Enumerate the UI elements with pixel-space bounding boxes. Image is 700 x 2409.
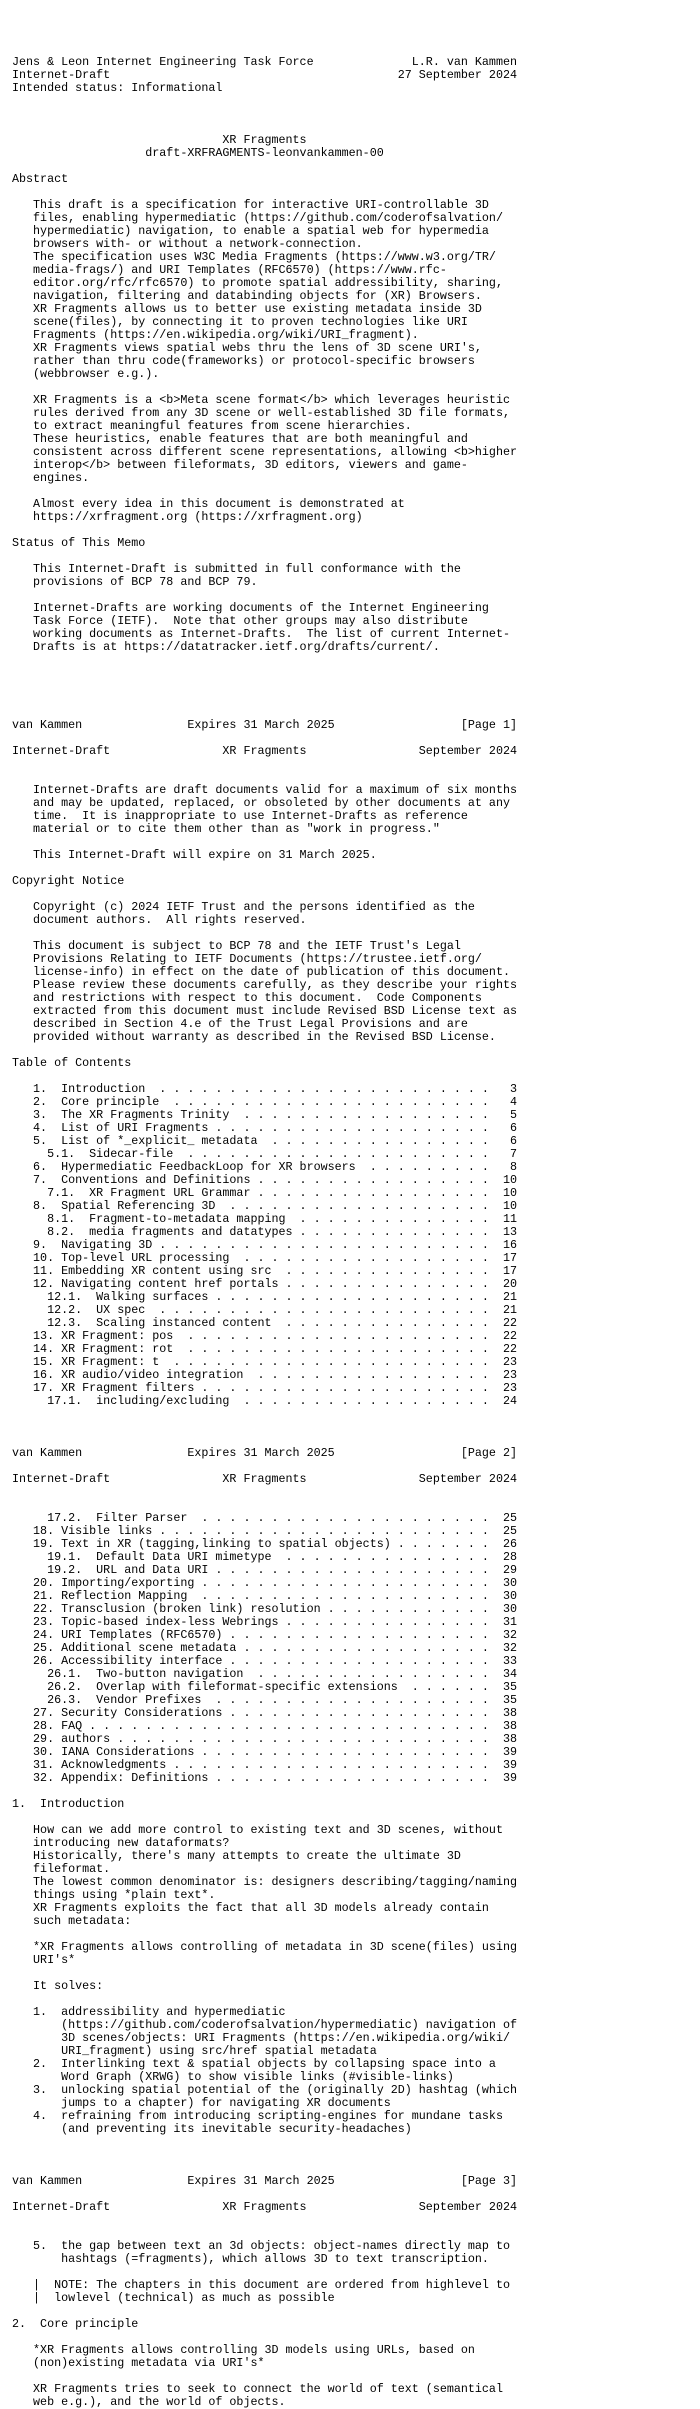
copyright-para-1: [12, 901, 700, 927]
text-line: Task Force (IETF). Note that other groups may also distribute: [12, 614, 468, 628]
text-line: XR Fragments tries to seek to connect the world of text (semantical: [12, 2382, 503, 2396]
core-para-1: [12, 2344, 700, 2370]
abstract-para-1: [12, 199, 700, 381]
text-line: *XR Fragments allows controlling 3D models using URLs, based on: [12, 2343, 475, 2357]
blank-line: [12, 654, 700, 667]
text-line: The lowest common denominator is: designers describing/tagging/naming: [12, 1875, 517, 1889]
status-heading: [12, 537, 700, 550]
text-line: (https://github.com/coderofsalvation/hypermediatic) navigation of: [12, 2018, 517, 2032]
text-line: 1. Introduction: [12, 1797, 125, 1811]
text-line: 2. Core principle: [12, 2317, 139, 2331]
toc-entry: 9. Navigating 3D . . . . . . . . . . . . . . . . . . . . . . . . 16: [12, 1238, 517, 1252]
text-line: introducing new dataformats?: [12, 1836, 230, 1850]
blank-line: [12, 1967, 700, 1980]
blank-line: [12, 95, 700, 108]
text-line: jumps to a chapter) for navigating XR documents: [12, 2096, 391, 2110]
toc-entry: 24. URI Templates (RFC6570) . . . . . . . . . . . . . . . . . . . 32: [12, 1628, 517, 1642]
toc-entry: 7. Conventions and Definitions . . . . . . . . . . . . . . . . . 10: [12, 1173, 517, 1187]
status-para-2: [12, 602, 700, 654]
toc-entry: 5. List of *_explicit_ metadata . . . . . . . . . . . . . . . . 6: [12, 1134, 517, 1148]
text-line: Please review these documents carefully, as they describe your rights: [12, 978, 517, 992]
text-line: Drafts is at https://datatracker.ietf.org/drafts/current/.: [12, 640, 440, 654]
toc-entry: 19.1. Default Data URI mimetype . . . . . . . . . . . . . . . 28: [12, 1550, 517, 1564]
blank-lines: [12, 2214, 700, 2240]
toc-entry: 15. XR Fragment: t . . . . . . . . . . . . . . . . . . . . . . . 23: [12, 1355, 517, 1369]
text-line: XR Fragments exploits the fact that all 3D models already contain: [12, 1901, 489, 1915]
text-line: browsers with- or without a network-connection.: [12, 237, 363, 251]
blank-lines: [12, 654, 700, 719]
text-line: time. It is inappropriate to use Internet-Drafts as reference: [12, 809, 468, 823]
text-line: hypermediatic) navigation, to enable a spatial web for hypermedia: [12, 224, 489, 238]
text-line: 1. addressibility and hypermediatic: [12, 2005, 286, 2019]
text-line: Intended status: Informational: [12, 81, 223, 95]
text-line: Copyright (c) 2024 IETF Trust and the persons identified as the: [12, 900, 475, 914]
page-footer: van Kammen Expires 31 March 2025 [Page 2]: [12, 1446, 517, 1460]
text-line: Internet-Drafts are draft documents valid for a maximum of six months: [12, 783, 517, 797]
page-header-3: [12, 1473, 700, 1486]
text-line: | NOTE: The chapters in this document are ordered from highlevel to: [12, 2278, 510, 2292]
text-line: URI's*: [12, 1953, 76, 1967]
toc-entry: 26.2. Overlap with fileformat-specific extensions . . . . . . 35: [12, 1680, 517, 1694]
masthead-line-1: Jens & Leon Internet Engineering Task Force L.R. van Kammen: [12, 55, 517, 69]
toc-entry: 1. Introduction . . . . . . . . . . . . . . . . . . . . . . . . 3: [12, 1082, 517, 1096]
text-line: provided without warranty as described in the Revised BSD License.: [12, 1030, 496, 1044]
text-line: extracted from this document must include Revised BSD License text as: [12, 1004, 517, 1018]
text-line: web e.g.), and the world of objects.: [12, 2395, 286, 2409]
text-line: This Internet-Draft is submitted in full conformance with the: [12, 562, 461, 576]
blank-line: [12, 2149, 700, 2162]
text-line: consistent across different scene representations, allowing <b>higher: [12, 445, 517, 459]
toc-entry: 12.2. UX spec . . . . . . . . . . . . . . . . . . . . . . . . 21: [12, 1303, 517, 1317]
toc-heading: [12, 1057, 700, 1070]
text-line: engines.: [12, 471, 90, 485]
section-2-heading: [12, 2318, 700, 2331]
toc-entry: 30. IANA Considerations . . . . . . . . . . . . . . . . . . . . . 39: [12, 1745, 517, 1759]
toc-entry: 14. XR Fragment: rot . . . . . . . . . . . . . . . . . . . . . . 22: [12, 1342, 517, 1356]
toc-part-2: [12, 1512, 700, 1785]
core-para-2: [12, 2383, 700, 2409]
toc-entry: 28. FAQ . . . . . . . . . . . . . . . . . . . . . . . . . . . . . 38: [12, 1719, 517, 1733]
text-line: *XR Fragments allows controlling of metadata in 3D scene(files) using: [12, 1940, 517, 1954]
text-line: URI_fragment) using src/href spatial metadata: [12, 2044, 377, 2058]
toc-entry: 26.3. Vendor Prefixes . . . . . . . . . . . . . . . . . . . . 35: [12, 1693, 517, 1707]
toc-entry: 8.1. Fragment-to-metadata mapping . . . . . . . . . . . . . . 11: [12, 1212, 517, 1226]
page-header-2: [12, 745, 700, 758]
text-line: XR Fragments views spatial webs thru the lens of 3D scene URI's,: [12, 341, 482, 355]
intro-para-3: [12, 1980, 700, 1993]
text-line: Status of This Memo: [12, 536, 146, 550]
blank-line: [12, 758, 700, 771]
copyright-heading: [12, 875, 700, 888]
blank-lines: [12, 160, 700, 173]
toc-entry: 26. Accessibility interface . . . . . . . . . . . . . . . . . . . 33: [12, 1654, 517, 1668]
text-line: navigation, filtering and databinding objects for (XR) Browsers.: [12, 289, 482, 303]
toc-entry: 23. Topic-based index-less Webrings . . . . . . . . . . . . . . . 31: [12, 1615, 517, 1629]
text-line: to extract meaningful features from scene hierarchies.: [12, 419, 412, 433]
text-line: working documents as Internet-Drafts. The list of current Internet-: [12, 627, 510, 641]
toc-entry: 17.2. Filter Parser . . . . . . . . . . . . . . . . . . . . . 25: [12, 1511, 517, 1525]
toc-entry: 26.1. Two-button navigation . . . . . . . . . . . . . . . . . 34: [12, 1667, 517, 1681]
page-header-4: [12, 2201, 700, 2214]
text-line: Abstract: [12, 172, 69, 186]
toc-part-1: [12, 1083, 700, 1408]
section-1-heading: [12, 1798, 700, 1811]
page-footer-3: [12, 2175, 700, 2188]
page-footer-2: [12, 1447, 700, 1460]
text-line: | lowlevel (technical) as much as possible: [12, 2291, 335, 2305]
text-line: Copyright Notice: [12, 874, 125, 888]
intro-note: [12, 2279, 700, 2305]
doc-title: XR Fragments: [12, 133, 307, 147]
text-line: 5. the gap between text an 3d objects: object-names directly map to: [12, 2239, 510, 2253]
text-line: (webbrowser e.g.).: [12, 367, 160, 381]
blank-lines: [12, 95, 700, 134]
toc-entry: 21. Reflection Mapping . . . . . . . . . . . . . . . . . . . . . 30: [12, 1589, 517, 1603]
text-line: interop</b> between fileformats, 3D editors, viewers and game-: [12, 458, 468, 472]
text-line: things using *plain text*.: [12, 1888, 216, 1902]
page-footer: van Kammen Expires 31 March 2025 [Page 1]: [12, 718, 517, 732]
text-line: Table of Contents: [12, 1056, 132, 1070]
blank-line: [12, 1486, 700, 1499]
toc-entry: 12.1. Walking surfaces . . . . . . . . . . . . . . . . . . . . 21: [12, 1290, 517, 1304]
text-line: These heuristics, enable features that are both meaningful and: [12, 432, 468, 446]
toc-entry: 8. Spatial Referencing 3D . . . . . . . . . . . . . . . . . . . 10: [12, 1199, 517, 1213]
toc-entry: 25. Additional scene metadata . . . . . . . . . . . . . . . . . . 32: [12, 1641, 517, 1655]
blank-lines: [12, 1967, 700, 1980]
text-line: such metadata:: [12, 1914, 132, 1928]
text-line: (and preventing its inevitable security-headaches): [12, 2122, 412, 2136]
abstract-para-3: [12, 498, 700, 524]
text-line: 4. refraining from introducing scripting-engines for mundane tasks: [12, 2109, 503, 2123]
abstract-heading: [12, 173, 700, 186]
blank-line: [12, 160, 700, 173]
text-line: editor.org/rfc/rfc6570) to promote spatial addressibility, sharing,: [12, 276, 503, 290]
text-line: media-frags/) and URI Templates (RFC6570) (https://www.rfc-: [12, 263, 447, 277]
toc-entry: 31. Acknowledgments . . . . . . . . . . . . . . . . . . . . . . . 39: [12, 1758, 517, 1772]
toc-entry: 20. Importing/exporting . . . . . . . . . . . . . . . . . . . . . 30: [12, 1576, 517, 1590]
toc-entry: 19. Text in XR (tagging,linking to spatial objects) . . . . . . . 26: [12, 1537, 517, 1551]
toc-entry: 17.1. including/excluding . . . . . . . . . . . . . . . . . . 24: [12, 1394, 517, 1408]
page-header: Internet-Draft XR Fragments September 2024: [12, 2200, 517, 2214]
copyright-para-2: [12, 940, 700, 1044]
text-line: hashtags (=fragments), which allows 3D to text transcription.: [12, 2252, 489, 2266]
text-line: material or to cite them other than as "work in progress.": [12, 822, 440, 836]
toc-entry: 11. Embedding XR content using src . . . . . . . . . . . . . . . 17: [12, 1264, 517, 1278]
text-line: The specification uses W3C Media Fragments (https://www.w3.org/TR/: [12, 250, 496, 264]
toc-entry: 32. Appendix: Definitions . . . . . . . . . . . . . . . . . . . . 39: [12, 1771, 517, 1785]
toc-entry: 8.2. media fragments and datatypes . . . . . . . . . . . . . . 13: [12, 1225, 517, 1239]
toc-entry: 7.1. XR Fragment URL Grammar . . . . . . . . . . . . . . . . . 10: [12, 1186, 517, 1200]
abstract-para-2: [12, 394, 700, 485]
doc-name: [12, 147, 700, 160]
blank-lines: [12, 2136, 700, 2175]
toc-entry: 2. Core principle . . . . . . . . . . . . . . . . . . . . . . . 4: [12, 1095, 517, 1109]
text-line: XR Fragments allows us to better use existing metadata inside 3D: [12, 302, 482, 316]
text-line: (non)existing metadata via URI's*: [12, 2356, 265, 2370]
text-line: fileformat.: [12, 1862, 111, 1876]
text-line: This draft is a specification for interactive URI-controllable 3D: [12, 198, 489, 212]
text-line: It solves:: [12, 1979, 104, 1993]
text-line: Fragments (https://en.wikipedia.org/wiki/URI_fragment).: [12, 328, 419, 342]
masthead-line-2: Internet-Draft 27 September 2024: [12, 68, 517, 82]
blank-lines: [12, 1408, 700, 1447]
blank-lines: [12, 758, 700, 784]
toc-entry: 12.3. Scaling instanced content . . . . . . . . . . . . . . . 22: [12, 1316, 517, 1330]
toc-entry: 17. XR Fragment filters . . . . . . . . . . . . . . . . . . . . . 23: [12, 1381, 517, 1395]
text-line: 3. unlocking spatial potential of the (originally 2D) hashtag (which: [12, 2083, 517, 2097]
intro-para-2: [12, 1941, 700, 1967]
text-line: Internet-Drafts are working documents of the Internet Engineering: [12, 601, 489, 615]
blank-line: [12, 2214, 700, 2227]
toc-entry: 27. Security Considerations . . . . . . . . . . . . . . . . . . . 38: [12, 1706, 517, 1720]
text-line: document authors. All rights reserved.: [12, 913, 307, 927]
toc-entry: 10. Top-level URL processing . . . . . . . . . . . . . . . . . . 17: [12, 1251, 517, 1265]
blank-lines: [12, 1486, 700, 1512]
text-line: and restrictions with respect to this document. Code Components: [12, 991, 482, 1005]
blank-line: [12, 1408, 700, 1421]
toc-entry: 4. List of URI Fragments . . . . . . . . . . . . . . . . . . . . 6: [12, 1121, 517, 1135]
intro-para-1: [12, 1824, 700, 1928]
text-line: Almost every idea in this document is demonstrated at: [12, 497, 405, 511]
masthead-status: [12, 82, 700, 95]
text-line: rather than thru code(frameworks) or protocol-specific browsers: [12, 354, 475, 368]
blank-line: [12, 693, 700, 706]
text-line: https://xrfragment.org (https://xrfragment.org): [12, 510, 363, 524]
intro-list-items-1-4: [12, 2006, 700, 2136]
blank-line: [12, 1421, 700, 1434]
text-line: described in Section 4.e of the Trust Legal Provisions and are: [12, 1017, 468, 1031]
toc-entry: 13. XR Fragment: pos . . . . . . . . . . . . . . . . . . . . . . 22: [12, 1329, 517, 1343]
text-line: Historically, there's many attempts to create the ultimate 3D: [12, 1849, 461, 1863]
toc-entry: 3. The XR Fragments Trinity . . . . . . . . . . . . . . . . . . 5: [12, 1108, 517, 1122]
page-header: Internet-Draft XR Fragments September 2024: [12, 1472, 517, 1486]
intro-list-item-5: [12, 2240, 700, 2266]
toc-entry: 22. Transclusion (broken link) resolution . . . . . . . . . . . . 30: [12, 1602, 517, 1616]
page-header: Internet-Draft XR Fragments September 2024: [12, 744, 517, 758]
text-line: provisions of BCP 78 and BCP 79.: [12, 575, 258, 589]
status-para-4: [12, 849, 700, 862]
blank-line: [12, 680, 700, 693]
status-para-3: [12, 784, 700, 836]
text-line: Word Graph (XRWG) to show visible links (#visible-links): [12, 2070, 454, 2084]
text-line: rules derived from any 3D scene or well-established 3D file formats,: [12, 406, 510, 420]
text-line: 3D scenes/objects: URI Fragments (https://en.wikipedia.org/wiki/: [12, 2031, 510, 2045]
toc-entry: 19.2. URL and Data URI . . . . . . . . . . . . . . . . . . . . 29: [12, 1563, 517, 1577]
page-footer: van Kammen Expires 31 March 2025 [Page 3]: [12, 2174, 517, 2188]
text-line: 2. Interlinking text & spatial objects by collapsing space into a: [12, 2057, 496, 2071]
toc-entry: 12. Navigating content href portals . . . . . . . . . . . . . . . 20: [12, 1277, 517, 1291]
blank-line: [12, 108, 700, 121]
doc-name: draft-XRFRAGMENTS-leonvankammen-00: [12, 146, 384, 160]
toc-entry: 18. Visible links . . . . . . . . . . . . . . . . . . . . . . . . 25: [12, 1524, 517, 1538]
toc-entry: 5.1. Sidecar-file . . . . . . . . . . . . . . . . . . . . . . 7: [12, 1147, 517, 1161]
blank-line: [12, 667, 700, 680]
text-line: files, enabling hypermediatic (https://github.com/coderofsalvation/: [12, 211, 503, 225]
blank-line: [12, 2136, 700, 2149]
text-line: scene(files), by connecting it to proven technologies like URI: [12, 315, 468, 329]
text-line: This Internet-Draft will expire on 31 March 2025.: [12, 848, 377, 862]
text-line: and may be updated, replaced, or obsoleted by other documents at any: [12, 796, 510, 810]
toc-entry: 6. Hypermediatic FeedbackLoop for XR browsers . . . . . . . . . 8: [12, 1160, 517, 1174]
text-line: XR Fragments is a <b>Meta scene format</b> which leverages heuristic: [12, 393, 510, 407]
text-line: license-info) in effect on the date of publication of this document.: [12, 965, 510, 979]
toc-entry: 16. XR audio/video integration . . . . . . . . . . . . . . . . . 23: [12, 1368, 517, 1382]
page-footer-1: [12, 719, 700, 732]
text-line: This document is subject to BCP 78 and the IETF Trust's Legal: [12, 939, 461, 953]
text-line: Provisions Relating to IETF Documents (https://trustee.ietf.org/: [12, 952, 482, 966]
toc-entry: 29. authors . . . . . . . . . . . . . . . . . . . . . . . . . . . 38: [12, 1732, 517, 1746]
status-para-1: [12, 563, 700, 589]
text-line: How can we add more control to existing text and 3D scenes, without: [12, 1823, 503, 1837]
